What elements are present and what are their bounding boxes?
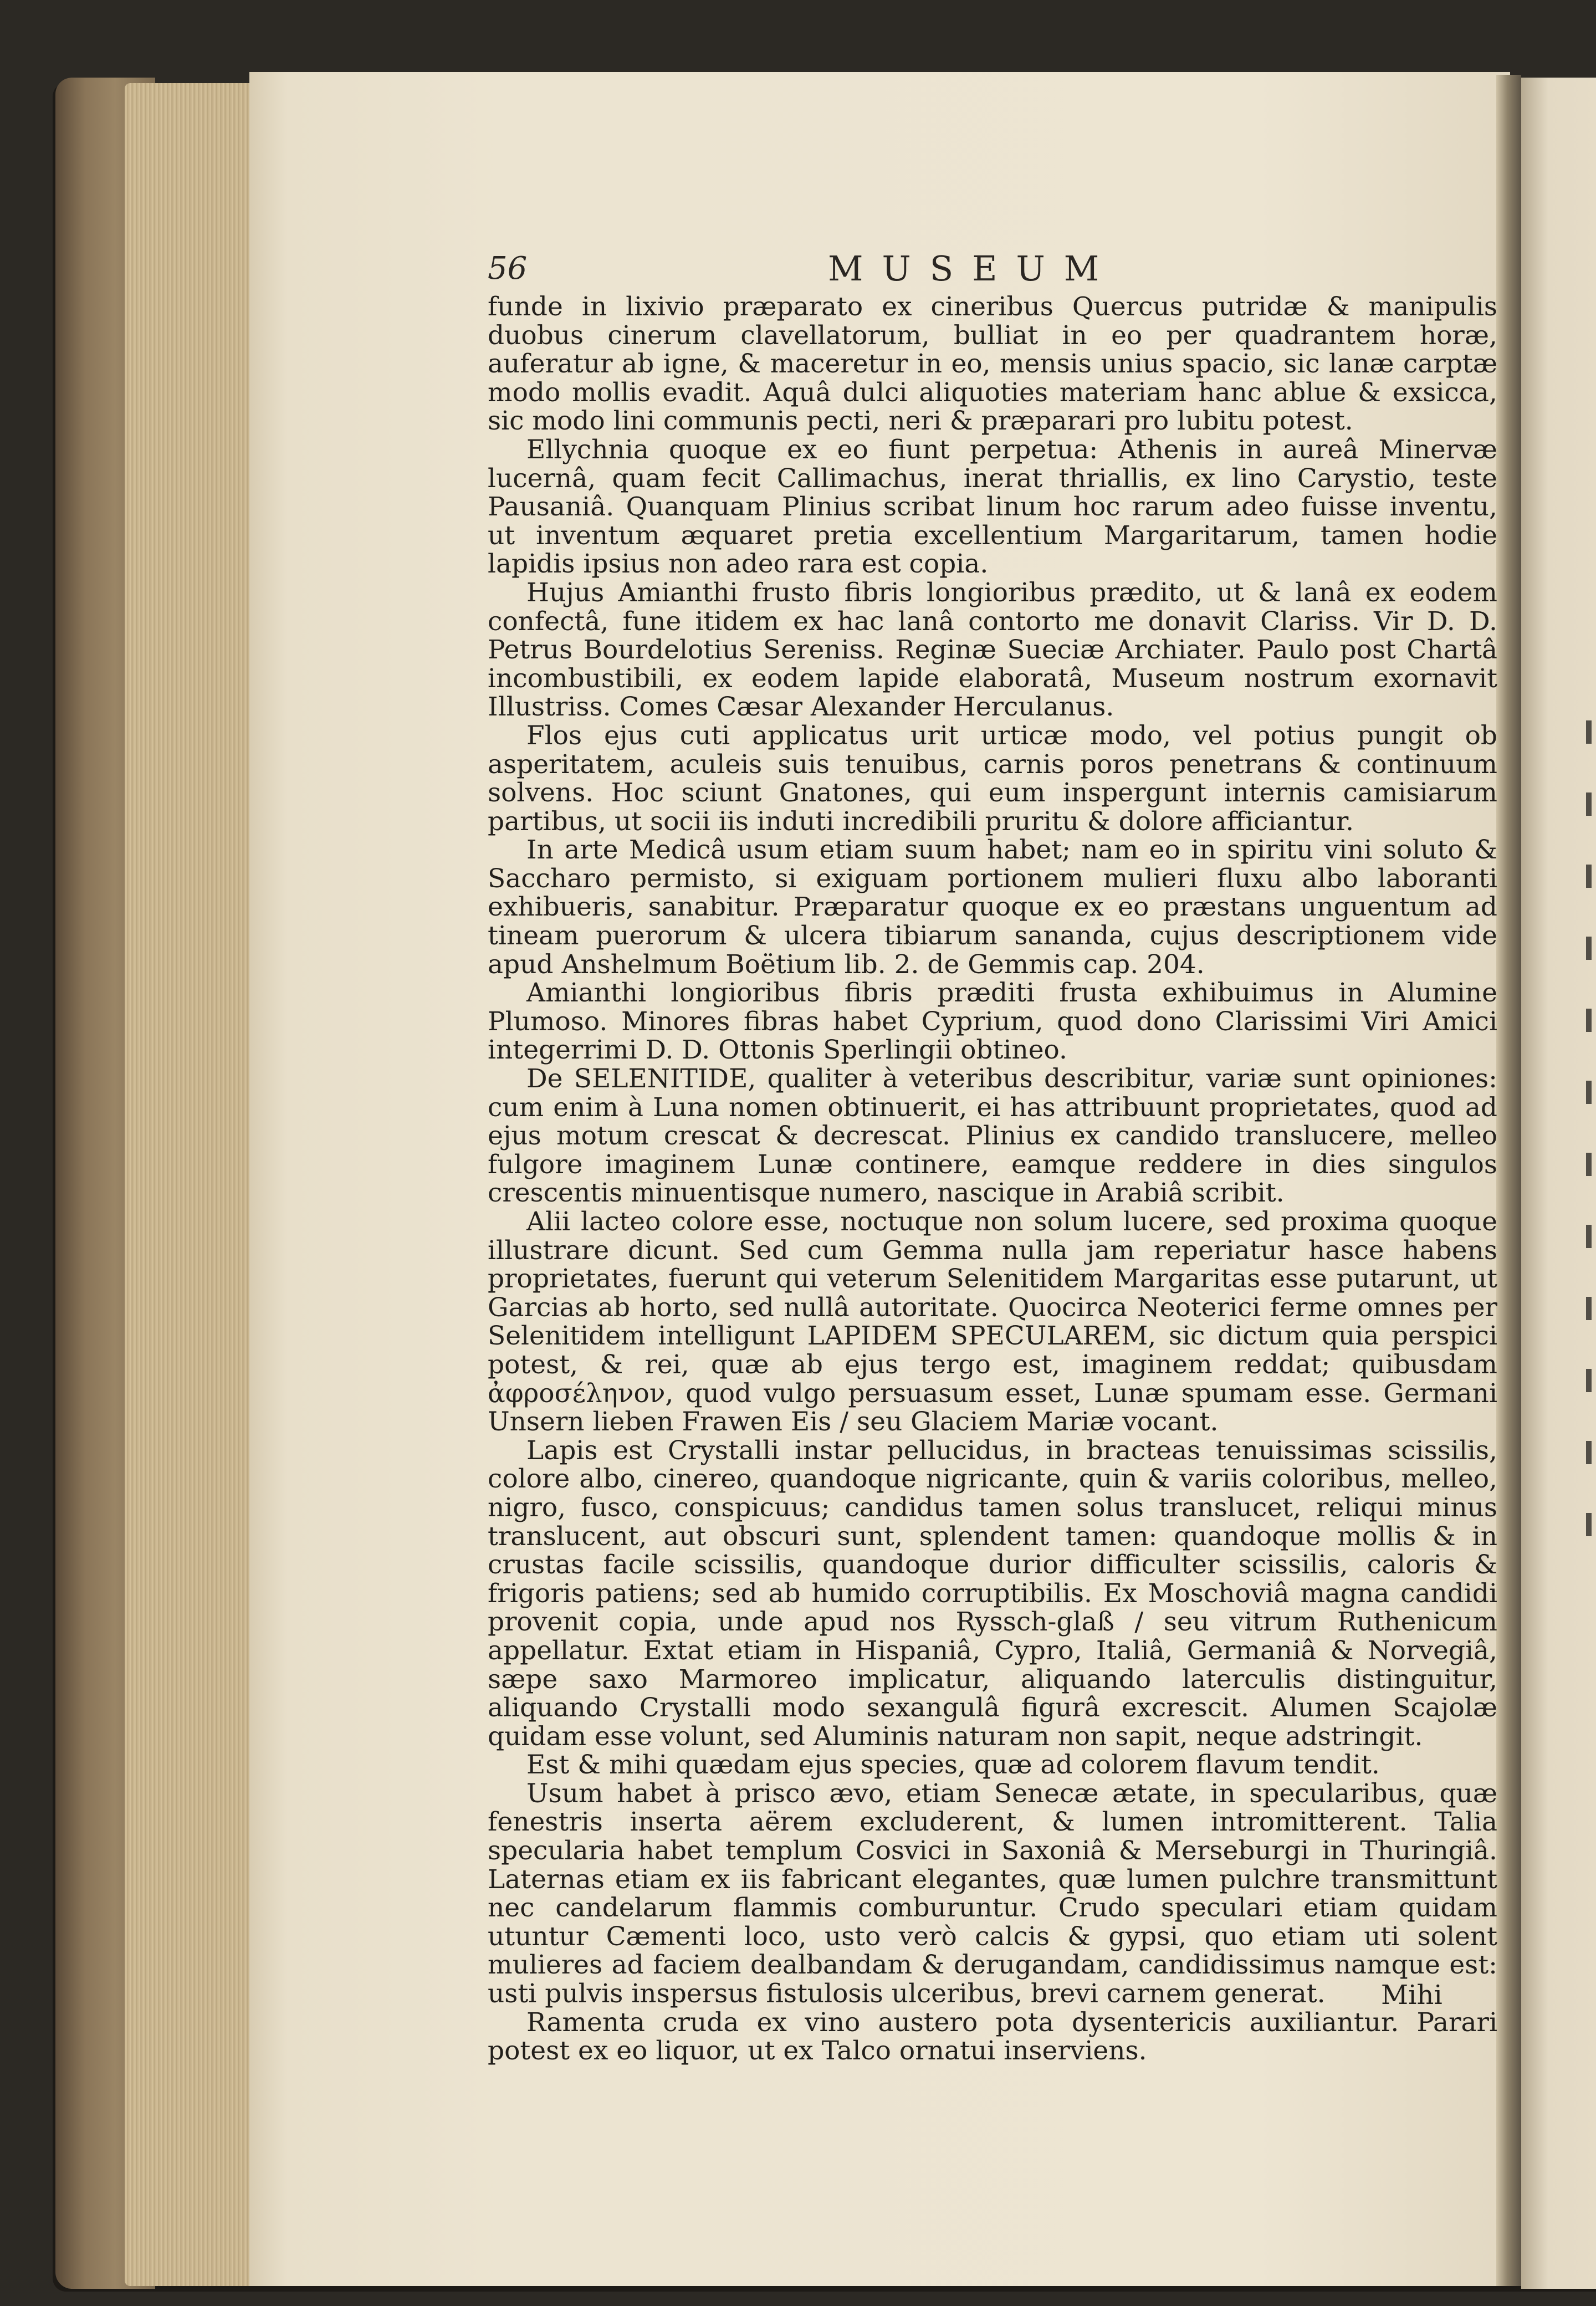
paragraph: Est & mihi quædam ejus species, quæ ad colorem flavum tendit. — [526, 1750, 1380, 1781]
paragraph: In arte Medicâ usum etiam suum habet; nam eo in spiritu vini soluto & Saccharo permisto, si exiguam portionem mulieri fluxu albo laboranti exhibueris, sanabitur. Præparatur quoque ex eo præstans unguentum ad tineam puerorum & ulcera tibiarum sananda, cujus descriptionem vide apud Anshelmum Boëtium lib. 2. de Gemmis cap. 204. — [488, 835, 1497, 980]
page-number: 56 — [488, 250, 528, 287]
paragraph: Amianthi longioribus fibris præditi frusta exhibuimus in Alumine Plumoso. Minores fibras habet Cyprium, quod dono Clarissimi Viri Amici integerrimi D. D. Ottonis Sperlingii obtineo. — [488, 978, 1497, 1066]
facing-page-text-fragments — [1573, 720, 1595, 1552]
book-gutter — [1496, 75, 1521, 2286]
paragraph: Alii lacteo colore esse, noctuque non solum lucere, sed proxima quoque illustrare dicunt. Sed cum Gemma nulla jam reperiatur hasce habens proprietates, fuerunt qui veterum Selenitidem Margaritas esse putarunt, ut Garcias ab horto, sed nullâ autoritate. Quocirca Neoterici ferme omnes per Selenitidem intelligunt LAPIDEM SPECULAREM, sic dictum quia perspici potest, & rei, quæ ab ejus tergo est, imaginem reddat; quibusdam ἀφροσέληνον, quod vulgo persuasum esset, Lunæ spumam esse. Germani Unsern lieben Frawen Eis / seu Glaciem Mariæ vocant. — [488, 1206, 1497, 1438]
paragraph: Hujus Amianthi frusto fibris longioribus prædito, ut & lanâ ex eodem confectâ, fune itidem ex hac lanâ contorto me donavit Clariss. Vir D. D. Petrus Bourdelotius Sereniss. Reginæ Sueciæ Archiater. Paulo post Chartâ incombustibili, ex eodem lapide elaboratâ, Museum nostrum exornavit Illustriss. Comes Cæsar Alexander Herculanus. — [488, 577, 1497, 723]
paragraph: De SELENITIDE, qualiter à veteribus describitur, variæ sunt opiniones: cum enim à Luna nomen obtinuerit, ei has attribuunt proprietates, quod ad ejus motum crescat & decrescat. Plinius ex candido translucere, melleo fulgore imaginem Lunæ continere, eamque reddere in dies singulos crescentis minuentisque numero, nascique in Arabiâ scribit. — [488, 1063, 1497, 1209]
page-header — [488, 248, 1497, 293]
paragraph: funde in lixivio præparato ex cineribus Quercus putridæ & manipulis duobus cinerum clavellatorum, bulliat in eo per quadrantem horæ, auferatur ab igne, & maceretur in eo, mensis unius spacio, sic lanæ carptæ modo mollis evadit. Aquâ dulci aliquoties materiam hanc ablue & exsicca, sic modo lini communis pecti, neri & præparari pro lubitu potest. — [488, 292, 1497, 437]
body-text — [488, 293, 1497, 2065]
paragraph: Ramenta cruda ex vino austero pota dysentericis auxiliantur. Parari potest ex eo liquor, ut ex Talco ornatui inserviens. — [488, 2007, 1497, 2067]
page-edges — [125, 83, 263, 2286]
catchword: Mihi — [1381, 1980, 1442, 2011]
paragraph: Usum habet à prisco ævo, etiam Senecæ ætate, in specularibus, quæ fenestris inserta aërem excluderent, & lumen intromitterent. Talia specularia habet templum Cosvici in Saxoniâ & Merseburgi in Thuringiâ. Laternas etiam ex iis fabricant elegantes, quæ lumen pulchre transmittunt nec candelarum flammis comburuntur. Crudo speculari etiam quidam utuntur Cæmenti loco, usto verò calcis & gypsi, quo etiam uti solent mulieres ad faciem dealbandam & derugandam, candidissimus namque est: usti pulvis inspersus fistulosis ulceribus, brevi carnem generat. — [488, 1778, 1497, 2010]
running-head: MUSEUM — [828, 248, 1118, 289]
paragraph: Ellychnia quoque ex eo fiunt perpetua: Athenis in aureâ Minervæ lucernâ, quam fecit Callimachus, inerat thriallis, ex lino Carystio, teste Pausaniâ. Quanquam Plinius scribat linum hoc rarum adeo fuisse inventu, ut inventum æquaret pretia excellentium Margaritarum, tamen hodie lapidis ipsius non adeo rara est copia. — [488, 434, 1497, 580]
paragraph: Lapis est Crystalli instar pellucidus, in bracteas tenuissimas scissilis, colore albo, cinereo, quandoque nigricante, quin & variis coloribus, melleo, nigro, fusco, conspicuus; candidus tamen solus translucet, reliqui minus translucent, aut obscuri sunt, splendent tamen: quandoque mollis & in crustas facile scissilis, quandoque durior difficulter scissilis, caloris & frigoris patiens; sed ab humido corruptibilis. Ex Moschoviâ magna candidi provenit copia, unde apud nos Ryssch-glaß / seu vitrum Ruthenicum appellatur. Extat etiam in Hispaniâ, Cypro, Italiâ, Germaniâ & Norvegiâ, sæpe saxo Marmoreo implicatur, aliquando laterculis distinguitur, aliquando Crystalli modo sexangulâ figurâ excrescit. Alumen Scajolæ quidam esse volunt, sed Aluminis naturam non sapit, neque adstringit. — [488, 1435, 1497, 1752]
paragraph: Flos ejus cuti applicatus urit urticæ modo, vel potius pungit ob asperitatem, aculeis suis tenuibus, carnis poros penetrans & continuum solvens. Hoc sciunt Gnatones, qui eum inspergunt internis camisiarum partibus, ut socii iis induti incredibili pruritu & dolore afficiantur. — [488, 720, 1497, 837]
